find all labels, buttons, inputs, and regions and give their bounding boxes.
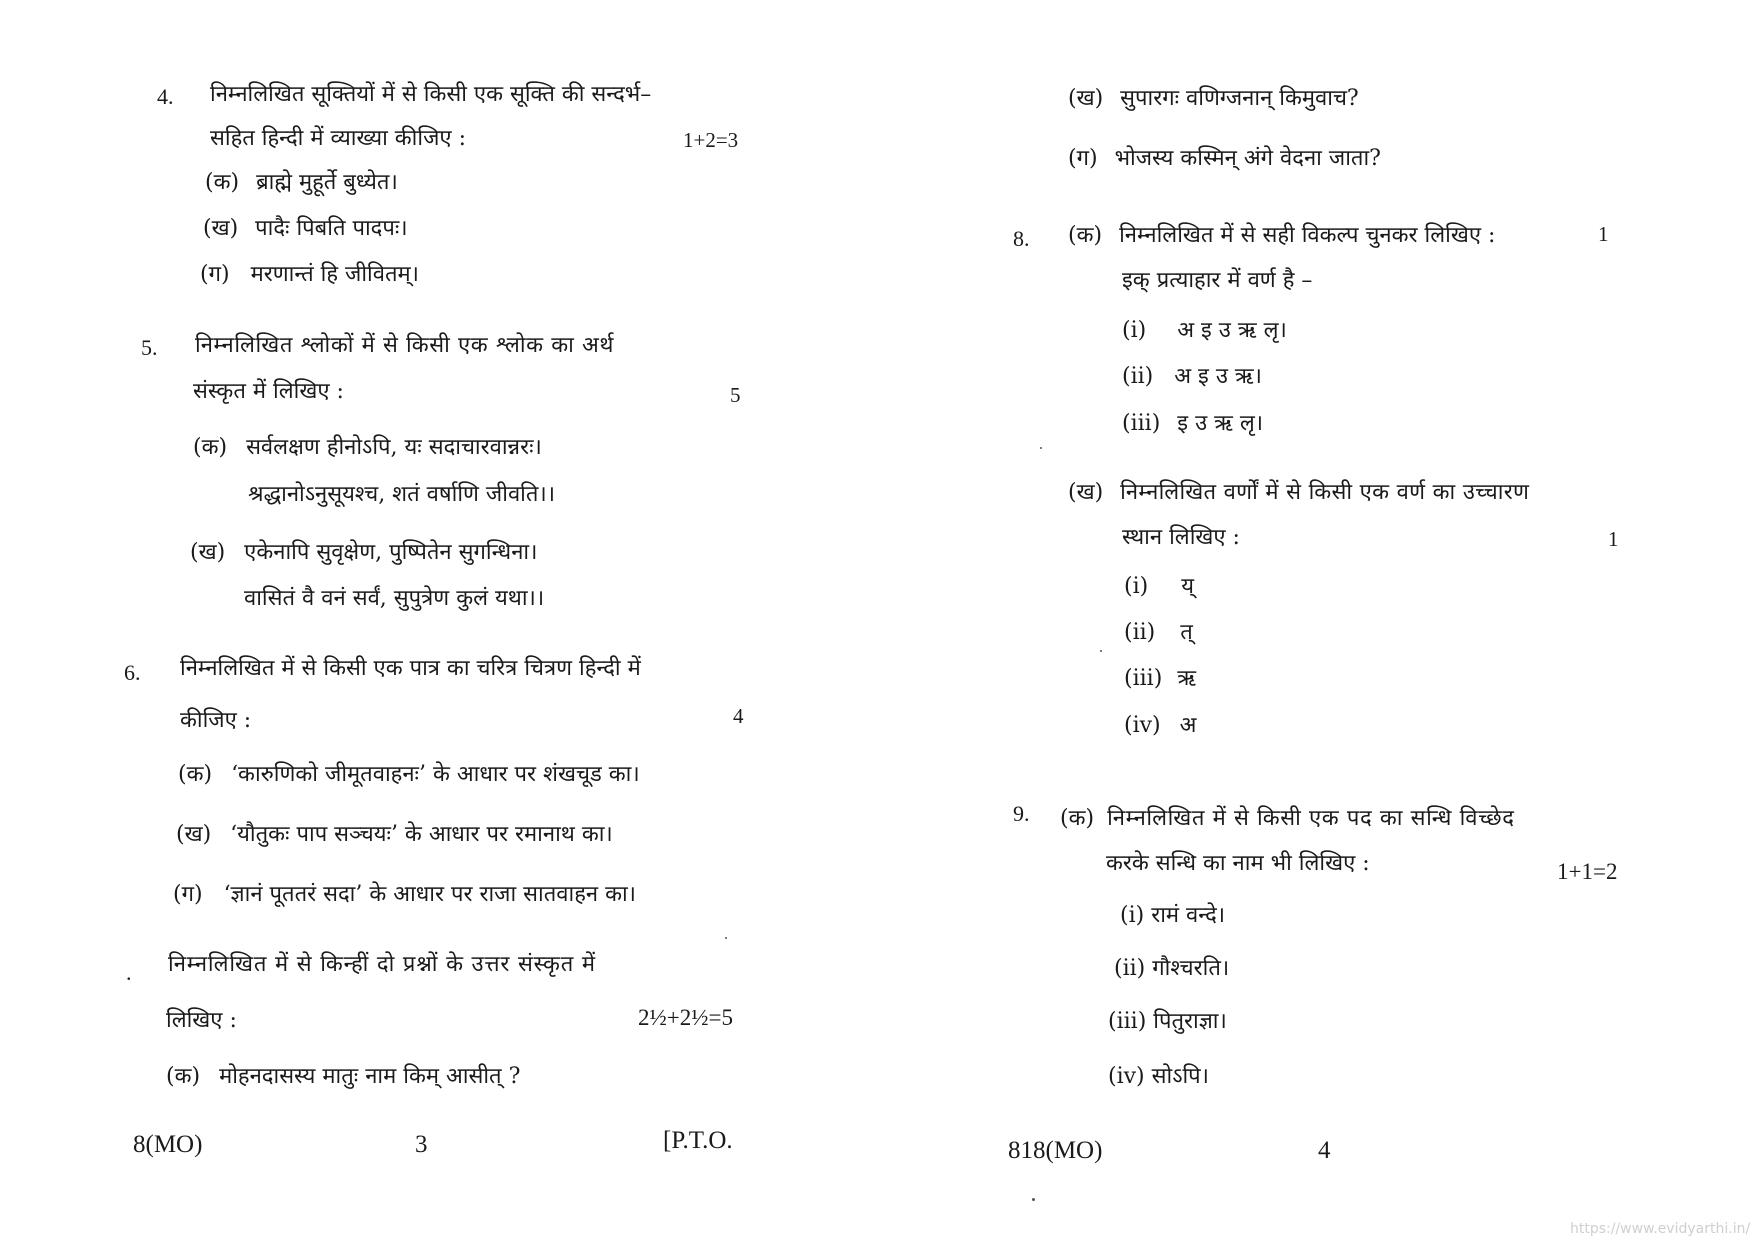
left-footer-pto: [P.T.O. <box>663 1127 733 1154</box>
q8b-text: निम्नलिखित वर्णों में से किसी एक वर्ण का उच्चारण <box>1120 480 1530 505</box>
q9-option-iv: (iv) सोऽपि। <box>1108 1064 1210 1089</box>
option-text: ‘यौतुकः पाप सञ्चयः’ के आधार पर रमानाथ का। <box>230 822 613 847</box>
option-label: (ग) <box>1068 146 1098 171</box>
q9-line2: करके सन्धि का नाम भी लिखिए : <box>1106 851 1370 876</box>
q7-number: . <box>126 960 132 985</box>
option-text: मरणान्तं हि जीवितम्। <box>250 262 419 287</box>
option-label: (iii) <box>1124 666 1163 691</box>
q4-text-line2: सहित हिन्दी में व्याख्या कीजिए : <box>210 126 466 151</box>
q4-option-ka <box>205 172 398 194</box>
option-text: सुपारगः वणिग्जनान् किमुवाच? <box>1120 86 1359 111</box>
q5-text-line1: निम्नलिखित श्लोकों में से किसी एक श्लोक का अर्थ <box>195 333 615 358</box>
q7-marks: 2½+2½=5 <box>638 1005 733 1030</box>
option-label: (क) <box>1060 806 1095 831</box>
q6-option-ga <box>173 884 636 906</box>
q9-marks: 1+1=2 <box>1557 859 1618 884</box>
option-text: मोहनदासस्य मातुः नाम किम् आसीत् ? <box>219 1064 521 1089</box>
q9-number: 9. <box>1013 801 1030 826</box>
option-label: (ii) <box>1124 620 1156 645</box>
option-text: अ <box>1179 713 1197 738</box>
option-text-line1: एकेनापि सुवृक्षेण, पुष्पितेन सुगन्धिना। <box>244 540 538 565</box>
q6-marks: 4 <box>733 704 744 728</box>
q5-option-ka-line2: श्रद्धानोऽनुसूयश्च, शतं वर्षाणि जीवति।। <box>248 482 556 507</box>
option-label: (ग) <box>173 882 203 907</box>
option-text: य् <box>1181 574 1194 599</box>
option-text: ‘ज्ञानं पूततरं सदा’ के आधार पर राजा सातवाहन का। <box>223 882 637 907</box>
option-label: (ख) <box>1068 86 1104 111</box>
option-label: (ii) <box>1122 364 1154 389</box>
watermark-url: https://www.evidyarthi.in/ <box>1570 1221 1751 1237</box>
option-label: (ख) <box>1068 480 1104 505</box>
option-label: (ख) <box>190 540 226 565</box>
q6-option-ka <box>178 764 640 786</box>
left-footer-code: 8(MO) <box>133 1131 203 1158</box>
q4-text-line1: निम्नलिखित सूक्तियों में से किसी एक सूक्ति की सन्दर्भ– <box>210 82 652 107</box>
scan-speck <box>1032 1198 1035 1201</box>
left-footer-page-number: 3 <box>415 1131 428 1158</box>
option-label: (क) <box>166 1064 201 1089</box>
option-text: अ इ उ ऋ। <box>1174 364 1262 389</box>
option-text: ‘कारुणिको जीमूतवाहनः’ के आधार पर शंखचूड का। <box>231 762 640 787</box>
q8b-option-i <box>1124 576 1194 598</box>
q8b-line2: स्थान लिखिए : <box>1122 525 1240 550</box>
scan-speck <box>725 937 727 939</box>
option-text: ब्राह्मे मुहूर्ते बुध्येत। <box>256 170 398 195</box>
q8b-option-iv <box>1124 715 1196 737</box>
q9-option-ii: (ii) गौश्चरति। <box>1114 956 1230 981</box>
q9-option-i: (i) रामं वन्दे। <box>1120 903 1226 928</box>
option-text: भोजस्य कस्मिन् अंगे वेदना जाता? <box>1114 146 1381 171</box>
option-label: (ख) <box>176 822 212 847</box>
q7-option-kha <box>1068 88 1359 110</box>
q4-option-ga <box>200 264 419 286</box>
q7-option-ka <box>166 1066 520 1088</box>
q8a-marks: 1 <box>1598 222 1609 246</box>
option-label: (क) <box>1068 223 1103 248</box>
option-text-line1: सर्वलक्षण हीनोऽपि, यः सदाचारवान्नरः। <box>246 435 542 460</box>
option-text: पादैः पिबति पादपः। <box>255 216 408 241</box>
right-footer-page-number: 4 <box>1318 1137 1331 1164</box>
q8a-option-i <box>1122 320 1287 342</box>
q8b-line1 <box>1068 482 1529 504</box>
q6-number: 6. <box>124 660 141 685</box>
q8a-line2: इक् प्रत्याहार में वर्ण है – <box>1122 268 1313 293</box>
option-label: (ख) <box>203 216 239 241</box>
option-text: त् <box>1180 620 1193 645</box>
option-label: (ग) <box>200 262 230 287</box>
q9-text: निम्नलिखित में से किसी एक पद का सन्धि विच्छेद <box>1107 806 1515 831</box>
q4-number: 4. <box>157 84 174 109</box>
q6-option-kha <box>176 824 613 846</box>
q7-text-line2: लिखिए : <box>166 1008 237 1033</box>
q8-number: 8. <box>1013 226 1030 251</box>
q5-number: 5. <box>141 335 158 360</box>
q7-option-ga <box>1068 148 1381 170</box>
option-text: ऋ <box>1177 666 1197 691</box>
q6-text-line1: निम्नलिखित में से किसी एक पात्र का चरित्र चित्रण हिन्दी में <box>180 656 641 681</box>
q7-text-line1: निम्नलिखित में से किन्हीं दो प्रश्नों के उत्तर संस्कृत में <box>168 952 596 977</box>
q9-option-iii: (iii) पितुराज्ञा। <box>1108 1009 1227 1034</box>
q9-line1 <box>1060 808 1515 830</box>
q6-text-line2: कीजिए : <box>180 708 252 733</box>
q5-option-ka <box>193 437 542 459</box>
option-text: अ इ उ ऋ लृ। <box>1177 318 1287 343</box>
q8a-line1 <box>1068 225 1495 247</box>
q4-option-kha <box>203 218 408 240</box>
q8a-text: निम्नलिखित में से सही विकल्प चुनकर लिखिए : <box>1119 223 1496 248</box>
q8a-option-iii <box>1122 413 1263 435</box>
option-label: (क) <box>178 762 213 787</box>
q4-marks: 1+2=3 <box>683 128 739 152</box>
option-label: (i) <box>1122 318 1147 343</box>
option-label: (क) <box>193 435 228 460</box>
option-label: (i) <box>1124 574 1149 599</box>
q8b-marks: 1 <box>1608 527 1619 551</box>
q5-option-kha-line2: वासितं वै वनं सर्वं, सुपुत्रेण कुलं यथा।। <box>244 586 545 611</box>
q5-marks: 5 <box>730 383 741 407</box>
right-footer-code: 818(MO) <box>1008 1137 1103 1164</box>
option-label: (क) <box>205 170 240 195</box>
q5-text-line2: संस्कृत में लिखिए : <box>193 379 344 404</box>
q8b-option-ii <box>1124 622 1193 644</box>
scan-speck <box>1100 650 1102 652</box>
option-label: (iv) <box>1124 713 1161 738</box>
scan-speck <box>1040 447 1042 449</box>
q8b-option-iii <box>1124 668 1196 690</box>
option-label: (iii) <box>1122 411 1161 436</box>
q8a-option-ii <box>1122 366 1262 388</box>
option-text: इ उ ऋ लृ। <box>1177 411 1264 436</box>
q5-option-kha <box>190 542 537 564</box>
